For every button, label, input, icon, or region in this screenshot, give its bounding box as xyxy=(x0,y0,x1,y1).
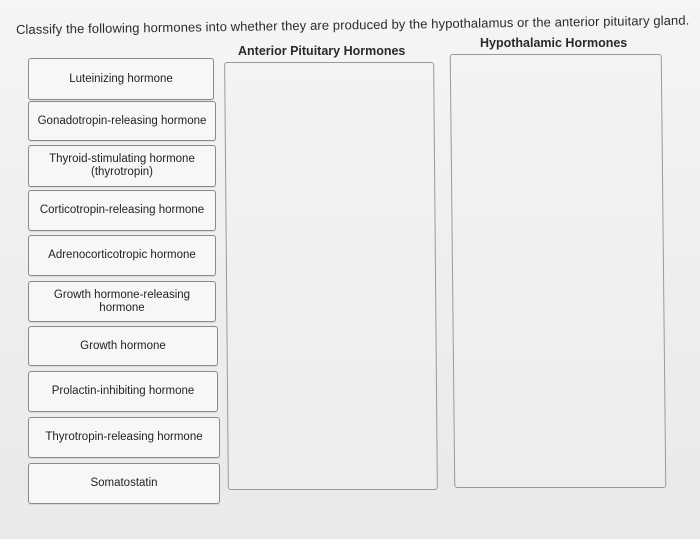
chip-thyroid-stimulating-hormone[interactable] xyxy=(28,145,216,187)
anterior-pituitary-drop-zone[interactable] xyxy=(224,62,438,490)
chip-growth-hormone[interactable] xyxy=(28,326,218,366)
chip-gonadotropin-releasing-hormone[interactable] xyxy=(28,101,216,141)
chip-label: Somatostatin xyxy=(90,477,158,489)
chip-label-line-2: hormone xyxy=(99,301,145,314)
question-instruction: Classify the following hormones into whether they are produced by the hypothalamus or the anterior pituitary gland. xyxy=(15,12,690,37)
chip-somatostatin[interactable] xyxy=(28,463,220,504)
chip-label: Luteinizing hormone xyxy=(69,72,173,85)
chip-luteinizing-hormone[interactable] xyxy=(28,58,214,100)
anterior-pituitary-column-header: Anterior Pituitary Hormones xyxy=(238,44,406,58)
chip-prolactin-inhibiting-hormone[interactable] xyxy=(28,371,218,412)
chip-label: Gonadotropin-releasing hormone xyxy=(37,114,207,127)
chip-label: Growth hormone xyxy=(80,339,166,352)
hypothalamic-drop-zone[interactable] xyxy=(450,54,667,488)
chip-adrenocorticotropic-hormone[interactable] xyxy=(28,235,216,276)
chip-label-line-2: (thyrotropin) xyxy=(91,166,153,178)
chip-corticotropin-releasing-hormone[interactable] xyxy=(28,190,216,231)
chip-label-line-1: Growth hormone-releasing xyxy=(53,288,191,301)
hypothalamic-column-header: Hypothalamic Hormones xyxy=(480,36,628,50)
chip-label: Prolactin-inhibiting hormone xyxy=(51,385,195,397)
chip-growth-hormone-releasing-hormone[interactable] xyxy=(28,281,216,322)
chip-label: Thyrotropin-releasing hormone xyxy=(45,431,203,443)
chip-thyrotropin-releasing-hormone[interactable] xyxy=(28,417,220,458)
chip-label-line-1: Thyroid-stimulating hormone xyxy=(49,153,195,165)
chip-label: Adrenocorticotropic hormone xyxy=(48,249,196,261)
chip-label: Corticotropin-releasing hormone xyxy=(39,204,205,216)
